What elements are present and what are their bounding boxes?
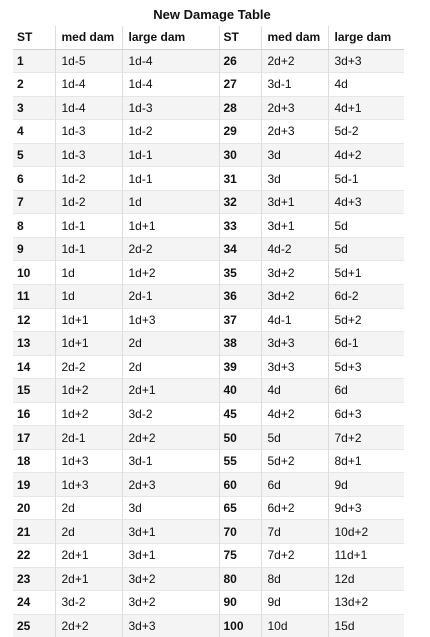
cell-large-dam-right: 11d+1 — [328, 544, 404, 568]
cell-large-dam-left: 2d — [122, 355, 219, 379]
cell-st-left: 13 — [13, 332, 55, 356]
cell-st-right: 38 — [219, 332, 261, 356]
cell-large-dam-right: 12d — [328, 567, 404, 591]
cell-med-dam-left: 1d-2 — [55, 190, 122, 214]
cell-med-dam-left: 1d-3 — [55, 143, 122, 167]
cell-large-dam-left: 3d+1 — [122, 520, 219, 544]
cell-st-left: 17 — [13, 426, 55, 450]
cell-st-right: 34 — [219, 237, 261, 261]
cell-large-dam-left: 3d-2 — [122, 402, 219, 426]
cell-med-dam-right: 7d+2 — [261, 544, 328, 568]
table-body — [13, 49, 404, 637]
cell-large-dam-left: 1d — [122, 190, 219, 214]
cell-st-left: 2 — [13, 73, 55, 97]
cell-large-dam-right: 6d-2 — [328, 285, 404, 309]
cell-med-dam-left: 1d+3 — [55, 449, 122, 473]
cell-st-right: 29 — [219, 120, 261, 144]
table-row — [13, 96, 404, 120]
cell-large-dam-right: 9d — [328, 473, 404, 497]
header-med-dam-right: med dam — [261, 26, 328, 49]
cell-med-dam-right: 2d+3 — [261, 120, 328, 144]
cell-st-left: 8 — [13, 214, 55, 238]
cell-st-right: 39 — [219, 355, 261, 379]
cell-st-right: 80 — [219, 567, 261, 591]
cell-large-dam-left: 2d+3 — [122, 473, 219, 497]
cell-med-dam-right: 3d+3 — [261, 332, 328, 356]
table-row — [13, 214, 404, 238]
cell-large-dam-left: 2d — [122, 332, 219, 356]
cell-st-right: 32 — [219, 190, 261, 214]
cell-st-left: 24 — [13, 591, 55, 615]
table-row — [13, 73, 404, 97]
cell-large-dam-left: 1d-2 — [122, 120, 219, 144]
cell-med-dam-right: 3d-1 — [261, 73, 328, 97]
cell-large-dam-left: 1d-3 — [122, 96, 219, 120]
table-row — [13, 261, 404, 285]
cell-med-dam-left: 1d-1 — [55, 237, 122, 261]
cell-large-dam-right: 6d — [328, 379, 404, 403]
cell-med-dam-left: 2d — [55, 520, 122, 544]
cell-large-dam-right: 10d+2 — [328, 520, 404, 544]
table-row — [13, 426, 404, 450]
cell-st-right: 40 — [219, 379, 261, 403]
cell-large-dam-right: 5d — [328, 237, 404, 261]
cell-large-dam-right: 5d+3 — [328, 355, 404, 379]
cell-st-left: 25 — [13, 614, 55, 637]
cell-st-left: 23 — [13, 567, 55, 591]
cell-st-right: 36 — [219, 285, 261, 309]
cell-med-dam-right: 4d-1 — [261, 308, 328, 332]
cell-st-right: 37 — [219, 308, 261, 332]
cell-large-dam-right: 4d — [328, 73, 404, 97]
cell-large-dam-left: 2d+2 — [122, 426, 219, 450]
cell-st-left: 11 — [13, 285, 55, 309]
cell-large-dam-left: 2d+1 — [122, 379, 219, 403]
table-row — [13, 496, 404, 520]
cell-med-dam-left: 1d-4 — [55, 73, 122, 97]
cell-st-right: 60 — [219, 473, 261, 497]
cell-large-dam-left: 2d-2 — [122, 237, 219, 261]
table-row — [13, 332, 404, 356]
cell-st-left: 15 — [13, 379, 55, 403]
cell-st-left: 14 — [13, 355, 55, 379]
cell-med-dam-left: 2d+2 — [55, 614, 122, 637]
cell-med-dam-left: 2d — [55, 496, 122, 520]
cell-med-dam-left: 1d+1 — [55, 332, 122, 356]
cell-st-right: 75 — [219, 544, 261, 568]
cell-med-dam-right: 3d — [261, 167, 328, 191]
cell-st-left: 22 — [13, 544, 55, 568]
cell-st-left: 9 — [13, 237, 55, 261]
cell-med-dam-right: 3d+2 — [261, 261, 328, 285]
cell-large-dam-left: 1d+1 — [122, 214, 219, 238]
cell-st-left: 5 — [13, 143, 55, 167]
header-st-left: ST — [13, 26, 55, 49]
cell-large-dam-right: 5d+2 — [328, 308, 404, 332]
table-row — [13, 544, 404, 568]
cell-st-right: 45 — [219, 402, 261, 426]
cell-large-dam-right: 13d+2 — [328, 591, 404, 615]
table-row — [13, 355, 404, 379]
cell-large-dam-right: 5d-2 — [328, 120, 404, 144]
cell-large-dam-left: 1d-4 — [122, 49, 219, 73]
cell-st-right: 100 — [219, 614, 261, 637]
table-row — [13, 308, 404, 332]
cell-med-dam-right: 5d — [261, 426, 328, 450]
cell-med-dam-right: 6d — [261, 473, 328, 497]
header-large-dam-left: large dam — [122, 26, 219, 49]
cell-st-right: 33 — [219, 214, 261, 238]
cell-med-dam-right: 8d — [261, 567, 328, 591]
cell-st-left: 21 — [13, 520, 55, 544]
cell-med-dam-left: 1d-3 — [55, 120, 122, 144]
cell-med-dam-left: 1d+1 — [55, 308, 122, 332]
table-row — [13, 520, 404, 544]
table-row — [13, 285, 404, 309]
table-title: New Damage Table — [153, 7, 271, 22]
cell-med-dam-left: 1d-2 — [55, 167, 122, 191]
cell-st-left: 10 — [13, 261, 55, 285]
cell-med-dam-right: 4d-2 — [261, 237, 328, 261]
cell-st-right: 90 — [219, 591, 261, 615]
table-row — [13, 167, 404, 191]
cell-med-dam-left: 1d+3 — [55, 473, 122, 497]
cell-large-dam-right: 5d-1 — [328, 167, 404, 191]
cell-large-dam-left: 3d+3 — [122, 614, 219, 637]
cell-st-right: 27 — [219, 73, 261, 97]
cell-med-dam-left: 2d-2 — [55, 355, 122, 379]
cell-med-dam-right: 2d+3 — [261, 96, 328, 120]
cell-st-right: 30 — [219, 143, 261, 167]
cell-large-dam-left: 3d-1 — [122, 449, 219, 473]
table-row — [13, 237, 404, 261]
cell-large-dam-left: 3d+1 — [122, 544, 219, 568]
cell-large-dam-right: 5d+1 — [328, 261, 404, 285]
cell-med-dam-left: 1d-1 — [55, 214, 122, 238]
cell-med-dam-right: 4d — [261, 379, 328, 403]
table-row — [13, 591, 404, 615]
cell-st-right: 28 — [219, 96, 261, 120]
cell-large-dam-right: 4d+2 — [328, 143, 404, 167]
cell-med-dam-left: 2d+1 — [55, 567, 122, 591]
cell-med-dam-left: 3d-2 — [55, 591, 122, 615]
header-row — [13, 26, 404, 49]
header-med-dam-left: med dam — [55, 26, 122, 49]
cell-st-left: 18 — [13, 449, 55, 473]
cell-st-left: 20 — [13, 496, 55, 520]
cell-large-dam-left: 3d+2 — [122, 591, 219, 615]
cell-med-dam-right: 4d+2 — [261, 402, 328, 426]
cell-st-left: 1 — [13, 49, 55, 73]
cell-med-dam-left: 1d+2 — [55, 379, 122, 403]
cell-large-dam-right: 3d+3 — [328, 49, 404, 73]
cell-large-dam-left: 1d-4 — [122, 73, 219, 97]
cell-st-right: 55 — [219, 449, 261, 473]
table-row — [13, 449, 404, 473]
cell-large-dam-right: 15d — [328, 614, 404, 637]
cell-med-dam-right: 9d — [261, 591, 328, 615]
cell-large-dam-left: 1d+3 — [122, 308, 219, 332]
cell-med-dam-right: 3d+1 — [261, 214, 328, 238]
cell-st-right: 31 — [219, 167, 261, 191]
cell-st-left: 4 — [13, 120, 55, 144]
table-row — [13, 473, 404, 497]
cell-med-dam-right: 10d — [261, 614, 328, 637]
damage-table — [13, 26, 404, 637]
table-row — [13, 49, 404, 73]
cell-st-right: 26 — [219, 49, 261, 73]
cell-large-dam-left: 3d — [122, 496, 219, 520]
table-row — [13, 120, 404, 144]
cell-st-left: 19 — [13, 473, 55, 497]
cell-large-dam-left: 1d-1 — [122, 143, 219, 167]
cell-large-dam-left: 1d-1 — [122, 167, 219, 191]
table-row — [13, 402, 404, 426]
header-large-dam-right: large dam — [328, 26, 404, 49]
cell-med-dam-left: 1d-5 — [55, 49, 122, 73]
cell-med-dam-left: 1d — [55, 261, 122, 285]
cell-med-dam-right: 2d+2 — [261, 49, 328, 73]
cell-med-dam-right: 6d+2 — [261, 496, 328, 520]
cell-st-left: 6 — [13, 167, 55, 191]
cell-large-dam-right: 6d-1 — [328, 332, 404, 356]
cell-med-dam-right: 3d+1 — [261, 190, 328, 214]
table-row — [13, 143, 404, 167]
cell-large-dam-right: 5d — [328, 214, 404, 238]
cell-large-dam-left: 3d+2 — [122, 567, 219, 591]
cell-large-dam-right: 4d+1 — [328, 96, 404, 120]
cell-med-dam-left: 1d-4 — [55, 96, 122, 120]
cell-large-dam-right: 6d+3 — [328, 402, 404, 426]
cell-st-right: 50 — [219, 426, 261, 450]
cell-st-left: 16 — [13, 402, 55, 426]
cell-med-dam-left: 1d+2 — [55, 402, 122, 426]
table-row — [13, 190, 404, 214]
cell-st-right: 35 — [219, 261, 261, 285]
cell-med-dam-left: 1d — [55, 285, 122, 309]
cell-st-right: 70 — [219, 520, 261, 544]
cell-med-dam-left: 2d-1 — [55, 426, 122, 450]
table-row — [13, 567, 404, 591]
cell-large-dam-right: 7d+2 — [328, 426, 404, 450]
header-st-right: ST — [219, 26, 261, 49]
table-row — [13, 614, 404, 637]
cell-large-dam-left: 1d+2 — [122, 261, 219, 285]
cell-med-dam-left: 2d+1 — [55, 544, 122, 568]
cell-large-dam-right: 4d+3 — [328, 190, 404, 214]
cell-med-dam-right: 3d+3 — [261, 355, 328, 379]
cell-med-dam-right: 5d+2 — [261, 449, 328, 473]
cell-st-right: 65 — [219, 496, 261, 520]
cell-med-dam-right: 7d — [261, 520, 328, 544]
cell-large-dam-right: 9d+3 — [328, 496, 404, 520]
cell-large-dam-right: 8d+1 — [328, 449, 404, 473]
cell-large-dam-left: 2d-1 — [122, 285, 219, 309]
cell-st-left: 7 — [13, 190, 55, 214]
cell-st-left: 12 — [13, 308, 55, 332]
cell-med-dam-right: 3d+2 — [261, 285, 328, 309]
cell-st-left: 3 — [13, 96, 55, 120]
cell-med-dam-right: 3d — [261, 143, 328, 167]
table-row — [13, 379, 404, 403]
